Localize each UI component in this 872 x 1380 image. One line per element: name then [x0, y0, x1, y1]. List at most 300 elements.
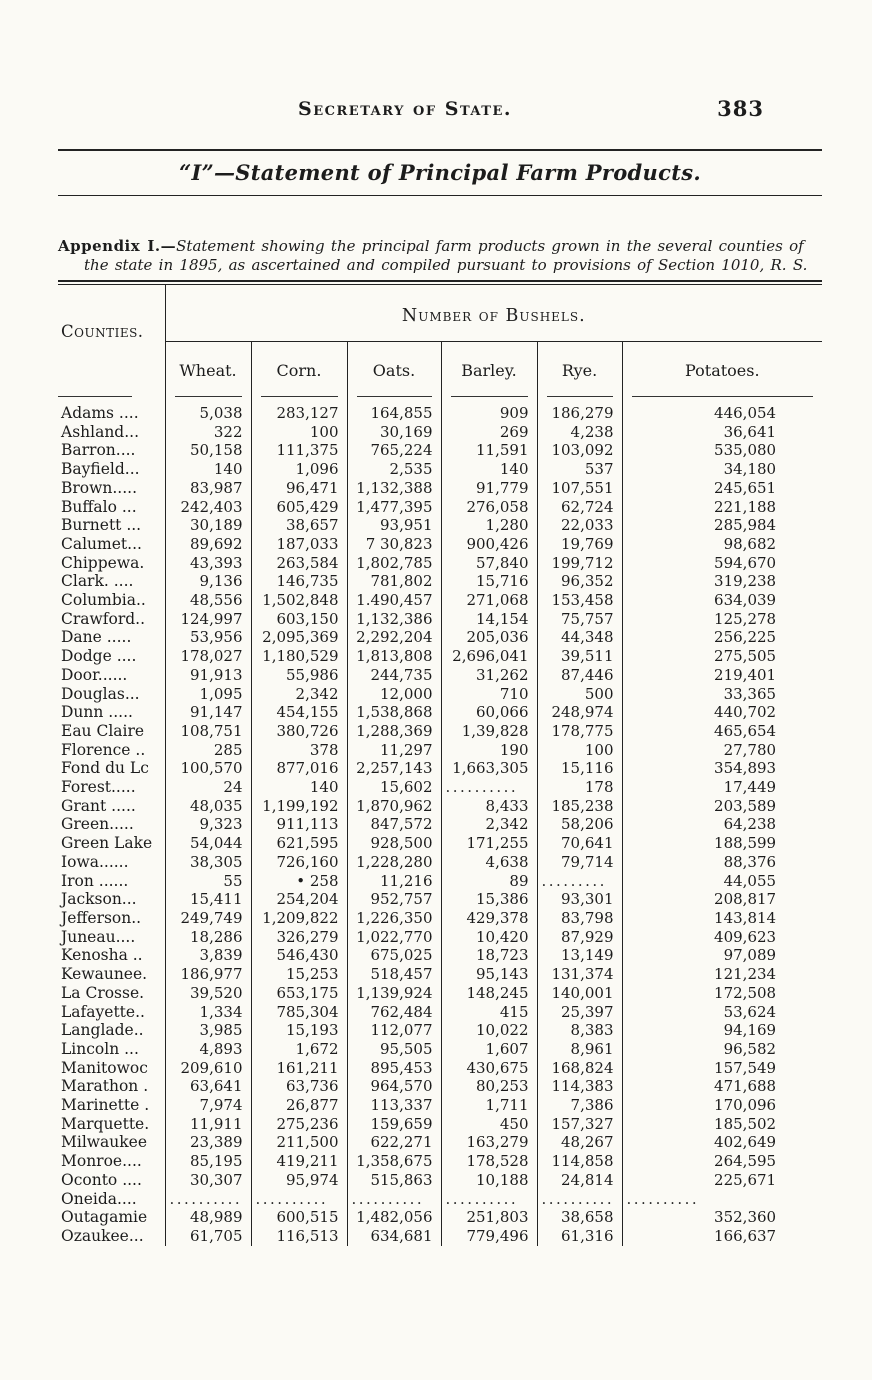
value-cell: 465,654 — [714, 721, 777, 740]
table-row — [58, 1115, 822, 1134]
value-cell: 8,383 — [537, 1021, 622, 1040]
county-cell: Milwaukee — [58, 1133, 165, 1152]
value-cell: 221,188 — [714, 497, 777, 516]
county-cell: Brown..... — [58, 479, 165, 498]
value-cell: 131,374 — [537, 965, 622, 984]
value-cell: 5,038 — [165, 404, 251, 423]
value-cell: 765,224 — [347, 441, 441, 460]
value-cell: 1,132,388 — [347, 479, 441, 498]
county-cell: Bayfield... — [58, 460, 165, 479]
value-cell: 91,779 — [441, 479, 537, 498]
value-cell: 2,535 — [347, 460, 441, 479]
value-cell: • 258 — [251, 872, 347, 891]
value-cell: 415 — [441, 1003, 537, 1022]
value-cell: 100,570 — [165, 759, 251, 778]
table-row — [58, 1096, 822, 1115]
value-cell: 245,651 — [714, 478, 777, 497]
table-row — [58, 853, 822, 872]
value-cell: 7,974 — [165, 1096, 251, 1115]
value-cell: 15,716 — [441, 572, 537, 591]
table-header — [58, 285, 822, 404]
value-cell: 178,528 — [441, 1152, 537, 1171]
value-cell: 24,814 — [537, 1171, 622, 1190]
value-cell: 11,216 — [347, 872, 441, 891]
table-body — [58, 404, 822, 1246]
value-cell: 7,386 — [537, 1096, 622, 1115]
value-cell: .......... — [537, 1190, 622, 1209]
value-cell: 352,360 — [714, 1208, 777, 1227]
value-cell: 1,022,770 — [347, 928, 441, 947]
table-row — [58, 815, 822, 834]
value-cell: 190 — [441, 741, 537, 760]
county-cell: Marathon . — [58, 1077, 165, 1096]
value-cell: .......... — [441, 1190, 537, 1209]
value-cell: 143,814 — [714, 908, 777, 927]
value-cell: 244,735 — [347, 666, 441, 685]
table-row — [58, 535, 822, 554]
value-cell: 964,570 — [347, 1077, 441, 1096]
table-row — [58, 722, 822, 741]
value-cell: 1,180,529 — [251, 647, 347, 666]
column-header-potatoes: Potatoes. — [622, 342, 822, 405]
value-cell: 256,225 — [714, 628, 777, 647]
county-cell: Barron.... — [58, 441, 165, 460]
value-cell: 4,893 — [165, 1040, 251, 1059]
value-cell: 43,393 — [165, 554, 251, 573]
value-cell: 2,257,143 — [347, 759, 441, 778]
value-cell: 15,386 — [441, 890, 537, 909]
value-cell: 779,496 — [441, 1227, 537, 1246]
value-cell: 928,500 — [347, 834, 441, 853]
value-cell: 157,549 — [714, 1058, 777, 1077]
table-row — [58, 479, 822, 498]
value-cell: 146,735 — [251, 572, 347, 591]
value-cell: 30,307 — [165, 1171, 251, 1190]
value-cell: 254,204 — [251, 890, 347, 909]
value-cell: 63,736 — [251, 1077, 347, 1096]
table-row — [58, 610, 822, 629]
table-row — [58, 460, 822, 479]
county-cell: Clark. .... — [58, 572, 165, 591]
county-cell: Marinette . — [58, 1096, 165, 1115]
value-cell: 419,211 — [251, 1152, 347, 1171]
value-cell: 1,209,822 — [251, 909, 347, 928]
value-cell: 446,054 — [714, 404, 777, 422]
value-cell: 264,595 — [714, 1152, 777, 1171]
value-cell: 205,036 — [441, 628, 537, 647]
value-cell: 8,961 — [537, 1040, 622, 1059]
column-header-oats: Oats. — [347, 342, 441, 405]
value-cell: 185,502 — [714, 1114, 777, 1133]
county-cell: Oconto .... — [58, 1171, 165, 1190]
value-cell: 124,997 — [165, 610, 251, 629]
value-cell: 93,951 — [347, 516, 441, 535]
value-cell: 178 — [537, 778, 622, 797]
value-cell: 148,245 — [441, 984, 537, 1003]
counties-header-cell: Counties. — [58, 285, 165, 404]
value-cell: 1,663,305 — [441, 759, 537, 778]
value-cell: 952,757 — [347, 890, 441, 909]
value-cell: 163,279 — [441, 1133, 537, 1152]
value-cell: .......... — [251, 1190, 347, 1209]
value-cell: 877,016 — [251, 759, 347, 778]
value-cell: 125,278 — [714, 609, 777, 628]
table-row — [58, 965, 822, 984]
value-cell: 275,505 — [714, 647, 777, 666]
table-row — [58, 1059, 822, 1078]
value-cell: 429,378 — [441, 909, 537, 928]
value-cell: 140 — [165, 460, 251, 479]
value-cell: 15,602 — [347, 778, 441, 797]
value-cell: 594,670 — [714, 553, 777, 572]
value-cell: 2,696,041 — [441, 647, 537, 666]
value-cell: 33,365 — [723, 684, 777, 703]
value-cell: 83,987 — [165, 479, 251, 498]
value-cell: 50,158 — [165, 441, 251, 460]
value-cell: 185,238 — [537, 797, 622, 816]
county-cell: Buffalo ... — [58, 498, 165, 517]
county-cell: Grant ..... — [58, 797, 165, 816]
value-cell: 114,383 — [537, 1077, 622, 1096]
value-cell: 178,027 — [165, 647, 251, 666]
value-cell: 103,092 — [537, 441, 622, 460]
value-cell: 44,055 — [723, 871, 777, 890]
value-cell: 140 — [251, 778, 347, 797]
value-cell: 402,649 — [714, 1133, 777, 1152]
value-cell: 3,985 — [165, 1021, 251, 1040]
value-cell: 276,058 — [441, 498, 537, 517]
value-cell: 781,802 — [347, 572, 441, 591]
value-cell: 96,582 — [723, 1039, 777, 1058]
column-header-barley: Barley. — [441, 342, 537, 405]
value-cell: 30,169 — [347, 423, 441, 442]
value-cell: 31,262 — [441, 666, 537, 685]
value-cell: 39,520 — [165, 984, 251, 1003]
value-cell: 269 — [441, 423, 537, 442]
table-row — [58, 498, 822, 517]
value-cell: 58,206 — [537, 815, 622, 834]
column-header-rye: Rye. — [537, 342, 622, 405]
value-cell: 79,714 — [537, 853, 622, 872]
value-cell: 248,974 — [537, 703, 622, 722]
value-cell: 1,870,962 — [347, 797, 441, 816]
value-cell: 44,348 — [537, 628, 622, 647]
value-cell: 209,610 — [165, 1059, 251, 1078]
value-cell: 225,671 — [714, 1170, 777, 1189]
county-cell: Lincoln ... — [58, 1040, 165, 1059]
value-cell: 170,096 — [714, 1096, 777, 1115]
value-cell: 10,420 — [441, 928, 537, 947]
table-row — [58, 834, 822, 853]
value-cell: 70,641 — [537, 834, 622, 853]
table-row — [58, 759, 822, 778]
value-cell: 1,813,808 — [347, 647, 441, 666]
value-cell: 726,160 — [251, 853, 347, 872]
value-cell: 18,723 — [441, 946, 537, 965]
table-row — [58, 516, 822, 535]
value-cell: 271,068 — [441, 591, 537, 610]
value-cell: 1,502,848 — [251, 591, 347, 610]
county-cell: Chippewa. — [58, 554, 165, 573]
value-cell: 38,657 — [251, 516, 347, 535]
county-cell: Douglas... — [58, 685, 165, 704]
value-cell: 263,584 — [251, 554, 347, 573]
value-cell: 15,193 — [251, 1021, 347, 1040]
table-row — [58, 628, 822, 647]
value-cell: 166,637 — [714, 1226, 777, 1245]
value-cell: 63,641 — [165, 1077, 251, 1096]
value-cell: 275,236 — [251, 1115, 347, 1134]
value-cell: 116,513 — [251, 1227, 347, 1246]
county-cell: La Crosse. — [58, 984, 165, 1003]
table-row — [58, 554, 822, 573]
county-cell: Monroe.... — [58, 1152, 165, 1171]
value-cell: .......... — [626, 1189, 700, 1208]
value-cell: 61,316 — [537, 1227, 622, 1246]
value-cell: 91,147 — [165, 703, 251, 722]
county-cell: Lafayette.. — [58, 1003, 165, 1022]
value-cell: 34,180 — [723, 460, 777, 479]
value-cell: 97,089 — [723, 946, 777, 965]
value-cell: 17,449 — [723, 778, 777, 797]
county-cell: Crawford.. — [58, 610, 165, 629]
table-row — [58, 1133, 822, 1152]
county-cell: Outagamie — [58, 1208, 165, 1227]
value-cell: 91,913 — [165, 666, 251, 685]
value-cell: 186,977 — [165, 965, 251, 984]
value-cell: ......... — [537, 872, 622, 891]
table-row — [58, 1152, 822, 1171]
value-cell: 172,508 — [714, 983, 777, 1002]
county-cell: Fond du Lc — [58, 759, 165, 778]
value-cell: 114,858 — [537, 1152, 622, 1171]
county-cell: Ozaukee... — [58, 1227, 165, 1246]
county-cell: Dane ..... — [58, 628, 165, 647]
value-cell: 53,624 — [723, 1002, 777, 1021]
value-cell: 1,226,350 — [347, 909, 441, 928]
table-row — [58, 591, 822, 610]
value-cell: 11,297 — [347, 741, 441, 760]
table-row — [58, 797, 822, 816]
value-cell: 188,599 — [714, 834, 777, 853]
value-cell: 55,986 — [251, 666, 347, 685]
value-cell: 378 — [251, 741, 347, 760]
farm-products-table — [58, 285, 822, 1246]
county-cell: Forest..... — [58, 778, 165, 797]
table-row — [58, 1021, 822, 1040]
value-cell: 211,500 — [251, 1133, 347, 1152]
value-cell: 87,929 — [537, 928, 622, 947]
value-cell: 27,780 — [723, 740, 777, 759]
value-cell: 2,292,204 — [347, 628, 441, 647]
value-cell: 4,638 — [441, 853, 537, 872]
value-cell: 38,658 — [537, 1208, 622, 1227]
value-cell: 471,688 — [714, 1077, 777, 1096]
value-cell: 15,116 — [537, 759, 622, 778]
county-cell: Burnett ... — [58, 516, 165, 535]
value-cell: 111,375 — [251, 441, 347, 460]
value-cell: 283,127 — [251, 404, 347, 423]
value-cell: 75,757 — [537, 610, 622, 629]
value-cell: 430,675 — [441, 1059, 537, 1078]
table-row — [58, 1171, 822, 1190]
county-cell: Florence .. — [58, 741, 165, 760]
value-cell: 1,607 — [441, 1040, 537, 1059]
value-cell: 39,511 — [537, 647, 622, 666]
value-cell: 1,334 — [165, 1003, 251, 1022]
value-cell: 251,803 — [441, 1208, 537, 1227]
value-cell: 1,280 — [441, 516, 537, 535]
value-cell: 1,199,192 — [251, 797, 347, 816]
value-cell: 546,430 — [251, 946, 347, 965]
value-cell: 187,033 — [251, 535, 347, 554]
value-cell: 500 — [537, 685, 622, 704]
table-row — [58, 984, 822, 1003]
value-cell: 622,271 — [347, 1133, 441, 1152]
value-cell: 140,001 — [537, 984, 622, 1003]
table-row — [58, 890, 822, 909]
table-row — [58, 872, 822, 891]
county-cell: Jefferson.. — [58, 909, 165, 928]
county-cell: Iowa...... — [58, 853, 165, 872]
county-cell: Dodge .... — [58, 647, 165, 666]
value-cell: 62,724 — [537, 498, 622, 517]
value-cell: 762,484 — [347, 1003, 441, 1022]
value-cell: 219,401 — [714, 665, 777, 684]
value-cell: 64,238 — [723, 815, 777, 834]
value-cell: 909 — [441, 404, 537, 423]
value-cell: 1,802,785 — [347, 554, 441, 573]
value-cell: 88,376 — [723, 852, 777, 871]
value-cell: 454,155 — [251, 703, 347, 722]
county-cell: Door...... — [58, 666, 165, 685]
value-cell: 1,358,675 — [347, 1152, 441, 1171]
value-cell: 168,824 — [537, 1059, 622, 1078]
value-cell: 208,817 — [714, 890, 777, 909]
county-cell: Juneau.... — [58, 928, 165, 947]
value-cell: 326,279 — [251, 928, 347, 947]
value-cell: 634,681 — [347, 1227, 441, 1246]
table-row — [58, 741, 822, 760]
value-cell: 603,150 — [251, 610, 347, 629]
value-cell: 96,471 — [251, 479, 347, 498]
value-cell: 13,149 — [537, 946, 622, 965]
value-cell: 96,352 — [537, 572, 622, 591]
value-cell: 10,022 — [441, 1021, 537, 1040]
value-cell: .......... — [347, 1190, 441, 1209]
value-cell: 322 — [165, 423, 251, 442]
value-cell: 409,623 — [714, 927, 777, 946]
value-cell: 94,169 — [723, 1021, 777, 1040]
document-page — [58, 0, 822, 1246]
county-cell: Eau Claire — [58, 722, 165, 741]
value-cell: 653,175 — [251, 984, 347, 1003]
value-cell: 3,839 — [165, 946, 251, 965]
appendix-label: Appendix I.— — [58, 237, 177, 255]
table-row — [58, 647, 822, 666]
value-cell: 1,096 — [251, 460, 347, 479]
value-cell: 199,712 — [537, 554, 622, 573]
table-row — [58, 946, 822, 965]
value-cell: 157,327 — [537, 1115, 622, 1134]
value-cell: .......... — [441, 778, 537, 797]
value-cell: 15,253 — [251, 965, 347, 984]
value-cell: 1,538,868 — [347, 703, 441, 722]
value-cell: 1,288,369 — [347, 722, 441, 741]
value-cell: 12,000 — [347, 685, 441, 704]
value-cell: 1.490,457 — [347, 591, 441, 610]
value-cell: 87,446 — [537, 666, 622, 685]
value-cell: 1,095 — [165, 685, 251, 704]
value-cell: 61,705 — [165, 1227, 251, 1246]
value-cell: 895,453 — [347, 1059, 441, 1078]
county-cell: Oneida.... — [58, 1190, 165, 1209]
table-row — [58, 404, 822, 423]
value-cell: 25,397 — [537, 1003, 622, 1022]
table-row — [58, 1077, 822, 1096]
value-cell: 9,323 — [165, 815, 251, 834]
value-cell: 249,749 — [165, 909, 251, 928]
value-cell: 1,139,924 — [347, 984, 441, 1003]
county-cell: Kenosha .. — [58, 946, 165, 965]
value-cell: 80,253 — [441, 1077, 537, 1096]
value-cell: 23,389 — [165, 1133, 251, 1152]
value-cell: 107,551 — [537, 479, 622, 498]
value-cell: 24 — [165, 778, 251, 797]
value-cell: 100 — [251, 423, 347, 442]
value-cell: 785,304 — [251, 1003, 347, 1022]
value-cell: 19,769 — [537, 535, 622, 554]
county-cell: Ashland... — [58, 423, 165, 442]
value-cell: 57,840 — [441, 554, 537, 573]
value-cell: 48,267 — [537, 1133, 622, 1152]
value-cell: 7 30,823 — [347, 535, 441, 554]
value-cell: 1,228,280 — [347, 853, 441, 872]
value-cell: 98,682 — [723, 534, 777, 553]
value-cell: 1,482,056 — [347, 1208, 441, 1227]
value-cell: 55 — [165, 872, 251, 891]
value-cell: 26,877 — [251, 1096, 347, 1115]
appendix-text: Statement showing the principal farm products grown in the several counties of the state in 1895, as ascertained and compiled pursuant to provisions of Section 1010, R. S. — [84, 237, 808, 274]
value-cell: 380,726 — [251, 722, 347, 741]
value-cell: 38,305 — [165, 853, 251, 872]
value-cell: 675,025 — [347, 946, 441, 965]
value-cell: 911,113 — [251, 815, 347, 834]
value-cell: 100 — [537, 741, 622, 760]
value-cell: 1,672 — [251, 1040, 347, 1059]
value-cell: 112,077 — [347, 1021, 441, 1040]
value-cell: 121,234 — [714, 965, 777, 984]
value-cell: 60,066 — [441, 703, 537, 722]
value-cell: 2,342 — [441, 815, 537, 834]
value-cell: 285 — [165, 741, 251, 760]
value-cell: 85,195 — [165, 1152, 251, 1171]
value-cell: 605,429 — [251, 498, 347, 517]
value-cell: 621,595 — [251, 834, 347, 853]
value-cell: 537 — [537, 460, 622, 479]
value-cell: 186,279 — [537, 404, 622, 423]
value-cell: 108,751 — [165, 722, 251, 741]
value-cell: 1,39,828 — [441, 722, 537, 741]
value-cell: 515,863 — [347, 1171, 441, 1190]
value-cell: 18,286 — [165, 928, 251, 947]
county-cell: Adams .... — [58, 404, 165, 423]
county-cell: Jackson... — [58, 890, 165, 909]
value-cell: 9,136 — [165, 572, 251, 591]
column-header-wheat: Wheat. — [165, 342, 251, 405]
table-row — [58, 441, 822, 460]
value-cell: 22,033 — [537, 516, 622, 535]
